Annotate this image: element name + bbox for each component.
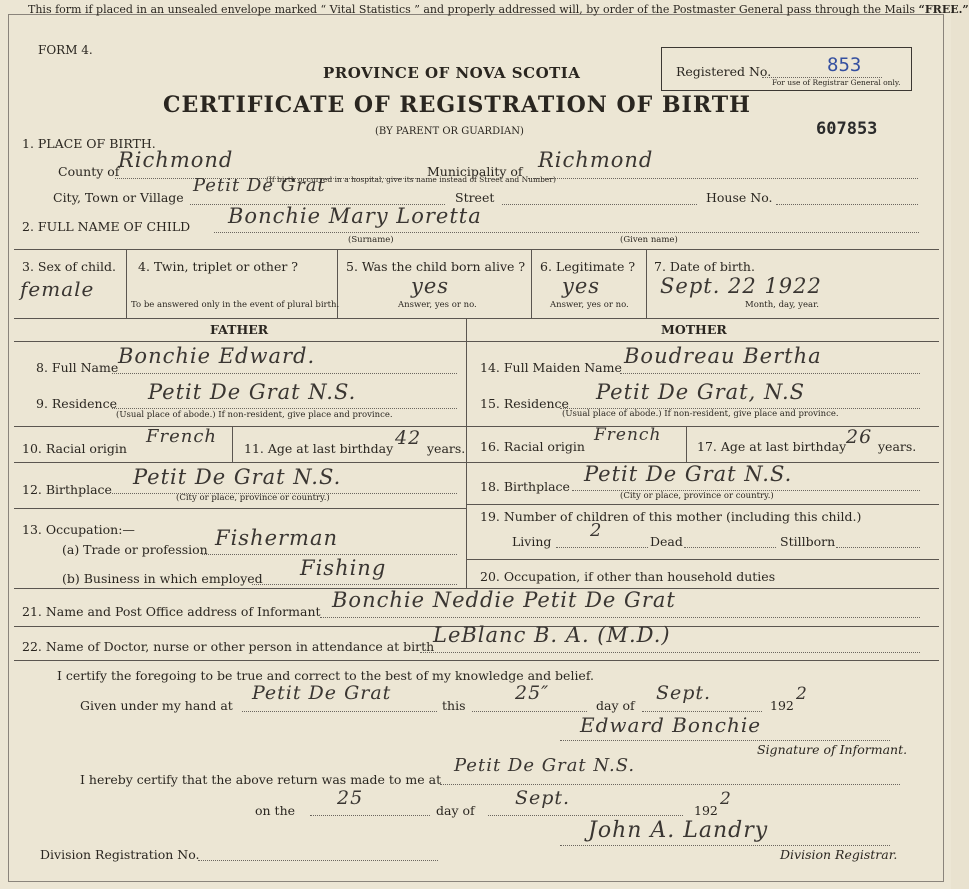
city-label: City, Town or Village <box>53 190 184 205</box>
this-label: this <box>442 698 466 713</box>
certificate-title: CERTIFICATE OF REGISTRATION OF BIRTH <box>163 92 751 118</box>
informant-label: 21. Name and Post Office address of Informant <box>22 604 321 619</box>
mother-age-value: 26 <box>846 426 873 448</box>
given-place-value: Petit De Grat <box>252 682 392 704</box>
informant-signature-caption: Signature of Informant. <box>757 742 908 757</box>
mother-age-unit: years. <box>878 439 917 454</box>
given-year-prefix: 192 <box>770 698 794 713</box>
mail-notice: This form if placed in an unsealed envelope marked “ Vital Statistics ” and properly addressed will, by order of the Postmaster General pass through the Mails “FREE.” <box>28 3 969 16</box>
registered-number-box <box>661 47 912 91</box>
division-registration-label: Division Registration No. <box>40 847 200 862</box>
father-residence-value: Petit De Grat N.S. <box>148 380 357 404</box>
province-heading: PROVINCE OF NOVA SCOTIA <box>323 64 581 82</box>
child-name-value: Bonchie Mary Loretta <box>228 204 482 228</box>
mother-birthplace-label: 18. Birthplace <box>480 479 570 494</box>
registrar-year-value: 2 <box>720 789 732 809</box>
registrar-month-value: Sept. <box>515 787 571 809</box>
given-year-value: 2 <box>796 684 808 704</box>
living-value: 2 <box>590 520 603 541</box>
mother-heading: MOTHER <box>661 322 727 337</box>
registrar-place-value: Petit De Grat N.S. <box>454 755 636 776</box>
informant-value: Bonchie Neddie Petit De Grat <box>332 588 676 612</box>
certificate-subtitle: (BY PARENT OR GUARDIAN) <box>375 126 524 137</box>
mother-birthplace-caption: (City or place, province or country.) <box>620 491 774 501</box>
father-age-value: 42 <box>395 427 422 449</box>
children-count-label: 19. Number of children of this mother (including this child.) <box>480 509 862 524</box>
registrar-signature: John A. Landry <box>588 818 769 843</box>
registered-label: Registered No. <box>676 64 772 79</box>
sex-label: 3. Sex of child. <box>22 259 117 274</box>
certify-statement: I certify the foregoing to be true and correct to the best of my knowledge and belief. <box>57 668 594 683</box>
mother-name-label: 14. Full Maiden Name <box>480 360 622 375</box>
registrar-on-label: on the <box>255 803 296 818</box>
child-name-label: 2. FULL NAME OF CHILD <box>22 219 191 234</box>
father-residence-caption: (Usual place of abode.) If non-resident, give place and province. <box>116 410 393 420</box>
date-of-birth-caption: Month, day, year. <box>745 300 819 310</box>
stamp-number: 607853 <box>816 119 878 139</box>
mother-racial-label: 16. Racial origin <box>480 439 585 454</box>
legitimate-value: yes <box>562 274 601 298</box>
mother-residence-value: Petit De Grat, N.S <box>596 380 806 404</box>
registrar-year-prefix: 192 <box>694 803 718 818</box>
given-month-value: Sept. <box>656 682 712 704</box>
place-of-birth-label: 1. PLACE OF BIRTH. <box>22 136 156 151</box>
date-of-birth-label: 7. Date of birth. <box>654 259 755 274</box>
given-under-label: Given under my hand at <box>80 698 233 713</box>
mother-age-label: 17. Age at last birthday <box>697 439 847 454</box>
dead-label: Dead <box>650 534 683 549</box>
mother-residence-caption: (Usual place of abode.) If non-resident, give place and province. <box>562 409 839 419</box>
registrar-statement: I hereby certify that the above return was made to me at <box>80 772 442 787</box>
father-name-value: Bonchie Edward. <box>118 344 316 368</box>
registrar-day-value: 25 <box>337 787 364 809</box>
form-number: FORM 4. <box>38 43 93 57</box>
municipality-label: Municipality of <box>427 164 523 179</box>
mother-residence-label: 15. Residence <box>480 396 569 411</box>
registrar-use-note: For use of Registrar General only. <box>772 78 901 87</box>
registrar-day-of-label: day of <box>436 803 475 818</box>
father-racial-value: French <box>146 426 218 447</box>
doctor-label: 22. Name of Doctor, nurse or other person in attendance at birth <box>22 639 435 654</box>
legitimate-caption: Answer, yes or no. <box>550 300 629 310</box>
date-of-birth-value: Sept. 22 1922 <box>660 274 822 298</box>
father-birthplace-label: 12. Birthplace <box>22 482 112 497</box>
doctor-value: LeBlanc B. A. (M.D.) <box>433 623 671 647</box>
father-name-label: 8. Full Name <box>36 360 119 375</box>
mother-birthplace-value: Petit De Grat N.S. <box>584 462 793 486</box>
surname-caption: (Surname) <box>348 235 394 245</box>
twin-label: 4. Twin, triplet or other ? <box>138 259 298 274</box>
registrar-caption: Division Registrar. <box>780 847 898 862</box>
informant-signature: Edward Bonchie <box>580 713 762 737</box>
registered-value: 853 <box>827 54 862 76</box>
trade-value: Fisherman <box>215 526 339 550</box>
sex-value: female <box>20 277 95 301</box>
city-value: Petit De Grat <box>193 175 326 196</box>
given-day-of-label: day of <box>596 698 635 713</box>
occupation-label: 13. Occupation:— <box>22 522 135 537</box>
mother-racial-value: French <box>594 425 662 445</box>
stillborn-label: Stillborn <box>780 534 836 549</box>
father-birthplace-caption: (City or place, province or country.) <box>176 493 330 503</box>
mother-occupation-label: 20. Occupation, if other than household duties <box>480 569 776 584</box>
business-label: (b) Business in which employed <box>62 571 263 586</box>
father-age-unit: years. <box>427 441 466 456</box>
business-value: Fishing <box>300 556 387 580</box>
county-label: County of <box>58 164 120 179</box>
born-alive-caption: Answer, yes or no. <box>398 300 477 310</box>
living-label: Living <box>512 534 552 549</box>
born-alive-label: 5. Was the child born alive ? <box>346 259 526 274</box>
house-number-label: House No. <box>706 190 773 205</box>
father-heading: FATHER <box>210 322 269 337</box>
trade-label: (a) Trade or profession <box>62 542 208 557</box>
street-label: Street <box>455 190 495 205</box>
father-age-label: 11. Age at last birthday <box>244 441 394 456</box>
municipality-value: Richmond <box>538 148 654 172</box>
born-alive-value: yes <box>411 274 450 298</box>
given-day-value: 25″ <box>515 682 550 704</box>
legitimate-label: 6. Legitimate ? <box>540 259 636 274</box>
county-value: Richmond <box>118 148 234 172</box>
street-note: (If birth occurred in a hospital, give its name instead of Street and Number) <box>266 175 556 184</box>
mother-name-value: Boudreau Bertha <box>624 344 822 368</box>
father-birthplace-value: Petit De Grat N.S. <box>133 465 342 489</box>
given-name-caption: (Given name) <box>620 235 678 245</box>
father-racial-label: 10. Racial origin <box>22 441 127 456</box>
father-residence-label: 9. Residence <box>36 396 117 411</box>
twin-note: To be answered only in the event of plural birth. <box>131 300 340 310</box>
